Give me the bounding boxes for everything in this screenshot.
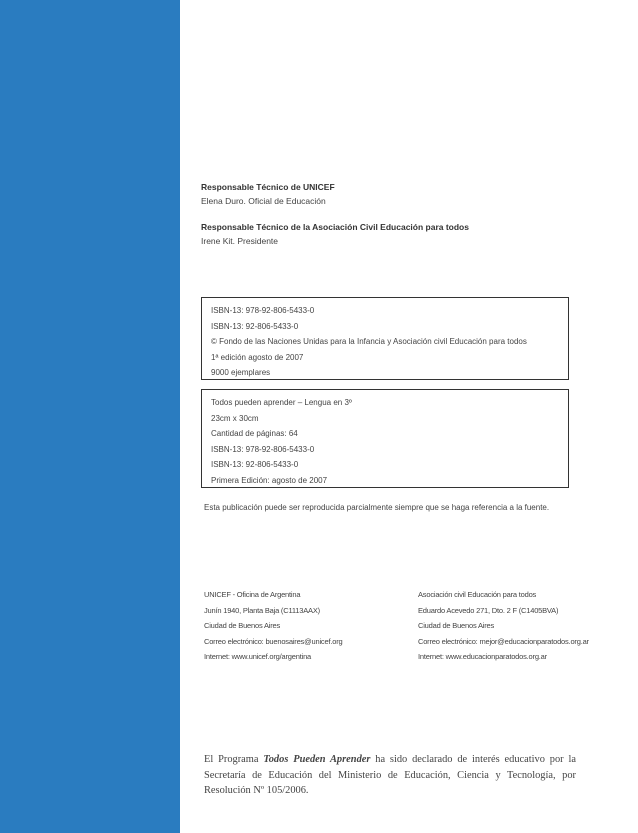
contact-website: Internet: www.unicef.org/argentina xyxy=(204,652,312,662)
contact-email: Correo electrónico: buenosaires@unicef.org xyxy=(204,636,343,646)
contact-website: Internet: www.educacionparatodos.org.ar xyxy=(418,652,547,662)
contact-org: UNICEF - Oficina de Argentina xyxy=(204,590,301,599)
credit-role: Responsable Técnico de UNICEF xyxy=(201,182,335,192)
contact-address: Junín 1940, Planta Baja (C1113AAX) xyxy=(204,605,320,615)
contact-asociacion xyxy=(418,587,589,665)
isbn-line: ISBN-13: 978-92-806-5433-0 xyxy=(211,306,315,315)
credit-role: Responsable Técnico de la Asociación Civil Educación para todos xyxy=(201,222,469,232)
contact-city: Ciudad de Buenos Aires xyxy=(418,621,495,631)
isbn-line: ISBN-13: 92-806-5433-0 xyxy=(211,460,299,470)
isbn-box xyxy=(201,297,569,380)
credit-asociacion xyxy=(201,220,601,248)
credits-section xyxy=(201,180,601,260)
contact-email: Correo electrónico: mejor@educacionparatodos.org.ar xyxy=(418,636,589,646)
size-line: 23cm x 30cm xyxy=(211,413,259,423)
program-name: Todos Pueden Aprender xyxy=(263,754,371,765)
disclaimer: Esta publicación puede ser reproducida parcialmente siempre que se haga referencia a la fuente. xyxy=(204,503,550,512)
credit-name: Elena Duro. Oficial de Educación xyxy=(201,196,326,206)
edition-line: Primera Edición: agosto de 2007 xyxy=(211,475,328,485)
blue-sidebar xyxy=(0,0,180,833)
declaration-paragraph xyxy=(204,752,576,799)
contact-org: Asociación civil Educación para todos xyxy=(418,590,537,599)
details-box xyxy=(201,389,569,488)
pages-line: Cantidad de páginas: 64 xyxy=(211,429,298,439)
isbn-line: ISBN-13: 978-92-806-5433-0 xyxy=(211,444,315,454)
credit-name: Irene Kit. Presidente xyxy=(201,236,279,246)
contact-city: Ciudad de Buenos Aires xyxy=(204,621,281,631)
contact-unicef xyxy=(204,587,342,665)
title-line: Todos pueden aprender – Lengua en 3º xyxy=(211,398,352,407)
isbn-line: ISBN-13: 92-806-5433-0 xyxy=(211,321,299,331)
print-run-line: 9000 ejemplares xyxy=(211,368,271,378)
edition-line: 1ª edición agosto de 2007 xyxy=(211,352,304,362)
declaration-rest: ha sido declarado de interés educativo por la Secretaría de Educación del Ministerio de Educación, Ciencia y Tecnología, por Resolución Nº 105/2006. xyxy=(204,754,576,797)
credit-unicef xyxy=(201,180,601,208)
declaration-intro: El Programa xyxy=(204,754,264,765)
contact-address: Eduardo Acevedo 271, Dto. 2 F (C1405BVA) xyxy=(418,605,559,615)
copyright-line: © Fondo de las Naciones Unidas para la Infancia y Asociación civil Educación para todos xyxy=(211,337,527,347)
